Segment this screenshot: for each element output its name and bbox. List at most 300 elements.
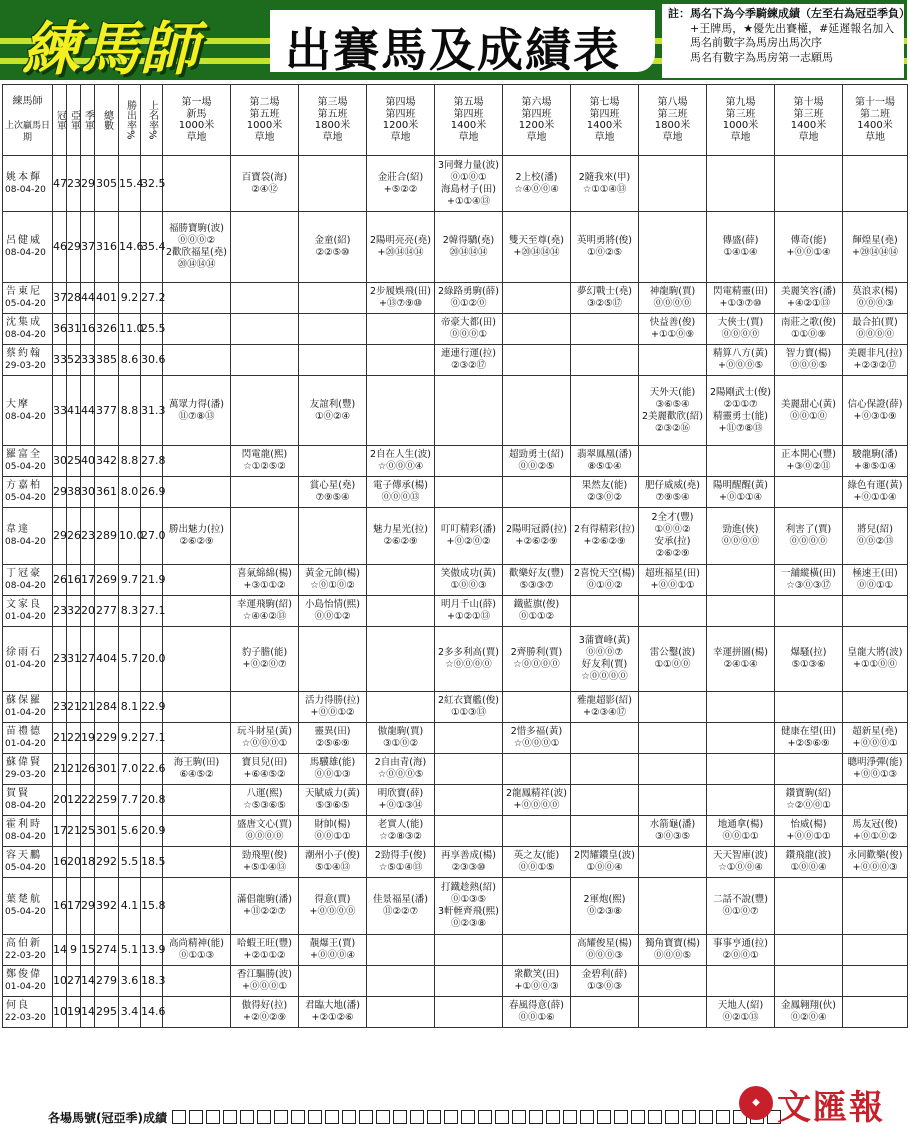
race-entry-cell bbox=[843, 283, 908, 314]
race-entry-cell bbox=[163, 754, 231, 785]
place-pct: 30.6 bbox=[141, 345, 163, 376]
total-count: 259 bbox=[95, 785, 119, 816]
race-header-cls: 第五班 bbox=[317, 108, 348, 120]
last-win-date: 01-04-20 bbox=[5, 612, 46, 622]
horse-record: ⑦⑨⑤④ bbox=[655, 492, 690, 503]
race-entry-cell bbox=[163, 785, 231, 816]
notes-box bbox=[662, 4, 910, 78]
race-entry-cell bbox=[299, 565, 367, 596]
horse-record: +⓪①③⑭ bbox=[378, 800, 423, 811]
trainer-cell bbox=[3, 692, 53, 723]
race-entry-cell bbox=[367, 997, 435, 1028]
race-entry-cell bbox=[503, 212, 571, 283]
horse-name: 幸運拼圖(楊) bbox=[713, 647, 768, 658]
horse-record: ①⓪⓪② bbox=[654, 524, 691, 535]
race-entry-cell bbox=[571, 816, 639, 847]
race-header-dist: 1400米 bbox=[450, 120, 487, 131]
place-pct: 25.5 bbox=[141, 314, 163, 345]
race-entry-cell bbox=[571, 212, 639, 283]
result-box bbox=[580, 1110, 594, 1124]
total-count: 301 bbox=[95, 816, 119, 847]
horse-name: 笑傲成功(黃) bbox=[441, 568, 496, 579]
trainer-cell bbox=[3, 156, 53, 212]
horse-record: ②③⓪② bbox=[586, 492, 623, 503]
horse-name: 金莊合(紹) bbox=[377, 171, 424, 183]
win-count: 21 bbox=[53, 754, 67, 785]
race-entry-cell bbox=[571, 785, 639, 816]
race-header-dist: 1800米 bbox=[654, 120, 691, 131]
horse-record: ①⓪②④ bbox=[314, 410, 351, 422]
horse-record: +⑪②②⑦ bbox=[242, 906, 286, 917]
race-entry-cell bbox=[503, 692, 571, 723]
race-entry-cell bbox=[299, 376, 367, 446]
horse-record: ⓪①⓪① bbox=[450, 171, 487, 183]
third-count: 19 bbox=[81, 723, 95, 754]
race-entry-cell bbox=[435, 477, 503, 508]
third-count: 21 bbox=[81, 692, 95, 723]
horse-record: ②⑥②⑨ bbox=[655, 548, 690, 559]
last-win-date: 08-04-20 bbox=[5, 801, 46, 811]
race-entry-cell bbox=[707, 627, 775, 692]
result-box bbox=[206, 1110, 220, 1124]
horse-record: ②⓪⓪① bbox=[722, 950, 759, 961]
trainer-cell bbox=[3, 477, 53, 508]
race-entry-cell bbox=[639, 816, 707, 847]
race-entry-cell bbox=[571, 283, 639, 314]
trainer-cell bbox=[3, 508, 53, 565]
win-pct: 4.1 bbox=[119, 878, 141, 935]
horse-name: 勁飛聖(俊) bbox=[241, 850, 288, 861]
race-entry-cell bbox=[299, 754, 367, 785]
trainer-name: 徐雨石 bbox=[6, 647, 42, 658]
win-count: 14 bbox=[53, 935, 67, 966]
race-entry-cell bbox=[639, 212, 707, 283]
race-entry-cell bbox=[775, 692, 843, 723]
last-win-date: 05-04-20 bbox=[5, 493, 46, 503]
race-entry-cell bbox=[775, 156, 843, 212]
result-box bbox=[614, 1110, 628, 1124]
race-header-surf: 草地 bbox=[186, 131, 207, 143]
race-entry-cell bbox=[231, 508, 299, 565]
horse-record: +①①⓪⑨ bbox=[650, 329, 694, 340]
horse-record: ☆①②⑤② bbox=[243, 461, 286, 472]
trainer-name: 蔡約翰 bbox=[6, 348, 42, 359]
total-count: 342 bbox=[95, 446, 119, 477]
win-pct: 9.2 bbox=[119, 283, 141, 314]
horse-name: 傲得好(拉) bbox=[241, 1000, 288, 1011]
result-box bbox=[393, 1110, 407, 1124]
third-count: 18 bbox=[81, 847, 95, 878]
horse-name: 馬驥雄(能) bbox=[309, 757, 356, 768]
second-count: 25 bbox=[67, 446, 81, 477]
race-entry-cell bbox=[231, 156, 299, 212]
race-entry-cell bbox=[299, 966, 367, 997]
race-entry-cell bbox=[367, 283, 435, 314]
horse-name: 2韓得驕(堯) bbox=[442, 235, 495, 246]
trainer-row bbox=[3, 692, 908, 723]
third-count: 16 bbox=[81, 314, 95, 345]
race-header bbox=[231, 85, 299, 156]
race-header bbox=[503, 85, 571, 156]
race-entry-cell bbox=[163, 847, 231, 878]
horse-record: +③⓪②⑪ bbox=[786, 461, 831, 472]
horse-name: 事事亨通(拉) bbox=[713, 938, 768, 949]
race-entry-cell bbox=[367, 627, 435, 692]
horse-record: +⑧⑤①④ bbox=[853, 461, 897, 472]
win-pct: 8.6 bbox=[119, 345, 141, 376]
race-entry-cell bbox=[299, 997, 367, 1028]
result-box bbox=[699, 1110, 713, 1124]
result-box bbox=[342, 1110, 356, 1124]
horse-name: 皇龍大將(波) bbox=[847, 647, 903, 658]
race-header bbox=[435, 85, 503, 156]
race-header-cls: 新馬 bbox=[186, 108, 207, 120]
race-entry-cell bbox=[299, 692, 367, 723]
race-entry-cell bbox=[707, 997, 775, 1028]
horse-record: ⓪⓪⓪③ bbox=[585, 950, 624, 961]
horse-name: 天賦威力(黃) bbox=[305, 788, 360, 799]
race-entry-cell bbox=[843, 847, 908, 878]
trainer-row bbox=[3, 723, 908, 754]
race-entry-cell bbox=[435, 156, 503, 212]
horse-record: ②②⑤⑩ bbox=[315, 247, 350, 258]
race-entry-cell bbox=[367, 878, 435, 935]
race-header-cls: 第四班 bbox=[453, 108, 484, 120]
horse-record: ⓪⓪②⑬ bbox=[856, 536, 894, 547]
win-pct: 7.0 bbox=[119, 754, 141, 785]
race-entry-cell bbox=[707, 816, 775, 847]
race-header-surf: 草地 bbox=[390, 131, 411, 143]
trainer-name: 羅富全 bbox=[6, 449, 42, 460]
race-entry-cell bbox=[367, 785, 435, 816]
win-count: 46 bbox=[53, 212, 67, 283]
winpct-col-header: 勝出率% bbox=[119, 85, 141, 156]
horse-record: ①①③⑬ bbox=[450, 707, 487, 718]
race-entry-cell bbox=[231, 878, 299, 935]
trainer-row bbox=[3, 212, 908, 283]
page-title: 出賽馬及成績表 bbox=[285, 23, 621, 77]
second-count: 16 bbox=[67, 565, 81, 596]
race-entry-cell bbox=[775, 878, 843, 935]
horse-record: ☆⓪⓪⓪⓪ bbox=[513, 659, 560, 670]
race-entry-cell bbox=[435, 935, 503, 966]
race-entry-cell bbox=[503, 376, 571, 446]
horse-name: 駿龍駒(潘) bbox=[852, 449, 898, 460]
race-entry-cell bbox=[163, 565, 231, 596]
trainer-name: 韋達 bbox=[6, 524, 30, 535]
win-pct: 5.5 bbox=[119, 847, 141, 878]
race-entry-cell bbox=[367, 816, 435, 847]
race-entry-cell bbox=[775, 816, 843, 847]
race-entry-cell bbox=[639, 596, 707, 627]
horse-name: 天外天(能) bbox=[649, 386, 696, 398]
race-entry-cell bbox=[843, 692, 908, 723]
race-entry-cell bbox=[707, 692, 775, 723]
horse-record: ⓪⓪⓪⓪ bbox=[855, 329, 894, 340]
second-count: 28 bbox=[67, 283, 81, 314]
race-header-dist: 1400米 bbox=[790, 120, 827, 131]
horse-record: +⑬⑦⑨⑩ bbox=[378, 298, 422, 309]
race-entry-cell bbox=[367, 847, 435, 878]
total-col-header: 總數 bbox=[95, 85, 119, 156]
win-count: 33 bbox=[53, 345, 67, 376]
race-entry-cell bbox=[639, 692, 707, 723]
horse-name: 2龍鳳精祥(波) bbox=[506, 788, 567, 799]
win-pct: 8.0 bbox=[119, 477, 141, 508]
horse-name: 2陽剛武士(俊) bbox=[710, 386, 771, 398]
horse-record: ②③②⑯ bbox=[654, 422, 691, 434]
horse-name: 快益善(俊) bbox=[649, 317, 696, 328]
race-entry-cell bbox=[571, 878, 639, 935]
win-count: 17 bbox=[53, 816, 67, 847]
horse-name: 活力得勝(拉) bbox=[305, 695, 360, 706]
entries-table bbox=[2, 84, 908, 1028]
race-entry-cell bbox=[571, 935, 639, 966]
race-entry-cell bbox=[775, 345, 843, 376]
race-entry-cell bbox=[231, 754, 299, 785]
last-win-date: 05-04-20 bbox=[5, 462, 46, 472]
note-line: 馬名有數字為馬房第一志願馬 bbox=[690, 50, 833, 64]
horse-record: ③②⑤⑰ bbox=[586, 298, 623, 309]
race-entry-cell bbox=[163, 314, 231, 345]
trainer-cell bbox=[3, 376, 53, 446]
result-box bbox=[597, 1110, 611, 1124]
horse-record: ⑤③③⑦ bbox=[519, 580, 554, 591]
race-entry-cell bbox=[707, 785, 775, 816]
race-entry-cell bbox=[435, 627, 503, 692]
win-count: 23 bbox=[53, 627, 67, 692]
horse-record: ⓪②③⑧ bbox=[450, 918, 487, 929]
horse-name: 2有得精彩(拉) bbox=[574, 524, 635, 535]
trainer-cell bbox=[3, 847, 53, 878]
horse-record: ②④⑫ bbox=[251, 183, 278, 195]
race-header-cls: 第五班 bbox=[249, 108, 280, 120]
horse-record: +⓪⓪①③ bbox=[853, 769, 897, 780]
race-entry-cell bbox=[163, 156, 231, 212]
race-header-cls: 第三班 bbox=[657, 108, 688, 120]
place-pct: 32.5 bbox=[141, 156, 163, 212]
race-entry-cell bbox=[231, 935, 299, 966]
horse-name: 怡威(楊) bbox=[790, 819, 827, 830]
win-pct: 11.0 bbox=[119, 314, 141, 345]
win-pct: 10.0 bbox=[119, 508, 141, 565]
horse-record: ②⑥②⑨ bbox=[383, 536, 418, 547]
race-entry-cell bbox=[299, 283, 367, 314]
last-win-date: 22-03-20 bbox=[5, 1013, 46, 1023]
total-count: 401 bbox=[95, 283, 119, 314]
total-count: 361 bbox=[95, 477, 119, 508]
race-entry-cell bbox=[639, 508, 707, 565]
last-win-date: 01-04-20 bbox=[5, 708, 46, 718]
horse-name: 2齊勝利(賈) bbox=[510, 647, 563, 658]
total-count: 274 bbox=[95, 935, 119, 966]
trainer-name: 方嘉柏 bbox=[6, 480, 42, 491]
win-pct: 15.4 bbox=[119, 156, 141, 212]
source-logo bbox=[739, 1078, 899, 1128]
total-count: 277 bbox=[95, 596, 119, 627]
horse-name: 勁進(俠) bbox=[722, 524, 759, 535]
horse-record: ⓪①⓪⑦ bbox=[722, 906, 759, 917]
horse-record: ②③②⑰ bbox=[450, 360, 487, 371]
result-box bbox=[682, 1110, 696, 1124]
horse-record: ⓪⓪⓪⑤ bbox=[653, 950, 692, 961]
horse-record: ⑥④⑤② bbox=[179, 769, 214, 780]
horse-name: 天地人(紹) bbox=[717, 1000, 764, 1011]
horse-name: 莫浪求(楊) bbox=[852, 286, 898, 297]
win-pct: 5.1 bbox=[119, 935, 141, 966]
second-count: 41 bbox=[67, 376, 81, 446]
third-count: 25 bbox=[81, 816, 95, 847]
win-pct: 3.4 bbox=[119, 997, 141, 1028]
horse-name: 財帥(楊) bbox=[314, 819, 351, 830]
horse-record: ⓪⓪①⑤ bbox=[518, 862, 555, 873]
trainer-name: 賀賢 bbox=[6, 788, 30, 799]
race-entry-cell bbox=[163, 966, 231, 997]
race-entry-cell bbox=[707, 314, 775, 345]
horse-name: 聰明淨彈(能) bbox=[847, 757, 903, 768]
race-entry-cell bbox=[231, 314, 299, 345]
second-count: 26 bbox=[67, 508, 81, 565]
header-row bbox=[3, 85, 908, 156]
horse-name: 明月千山(薛) bbox=[441, 599, 496, 610]
horse-name: 潮州小子(俊) bbox=[305, 850, 360, 861]
win-pct: 7.7 bbox=[119, 785, 141, 816]
result-box bbox=[427, 1110, 441, 1124]
horse-record: +①①⓪⓪ bbox=[853, 659, 897, 670]
last-win-date: 01-04-20 bbox=[5, 982, 46, 992]
race-entry-cell bbox=[571, 966, 639, 997]
total-count: 385 bbox=[95, 345, 119, 376]
horse-record: ⓪⓪⓪⑦ bbox=[585, 647, 624, 658]
race-entry-cell bbox=[435, 816, 503, 847]
race-entry-cell bbox=[367, 508, 435, 565]
race-entry-cell bbox=[231, 565, 299, 596]
race-entry-cell bbox=[503, 723, 571, 754]
horse-record: ⓪⓪⓪⑤ bbox=[789, 360, 828, 371]
horse-record: ⓪⓪⓪③ bbox=[856, 298, 894, 309]
horse-record: ③⑥⑤④ bbox=[655, 398, 690, 410]
place-pct: 27.0 bbox=[141, 508, 163, 565]
horse-name: 天天智庫(波) bbox=[713, 850, 768, 861]
horse-record: ②①①⑦ bbox=[723, 398, 758, 410]
last-win-date: 01-04-20 bbox=[5, 739, 46, 749]
race-entry-cell bbox=[163, 997, 231, 1028]
horse-record: ②⑥②⑨ bbox=[179, 536, 214, 547]
result-box bbox=[223, 1110, 237, 1124]
second-count: 31 bbox=[67, 314, 81, 345]
race-entry-cell bbox=[299, 345, 367, 376]
trainer-row bbox=[3, 565, 908, 596]
race-entry-cell bbox=[435, 345, 503, 376]
race-entry-cell bbox=[843, 345, 908, 376]
race-entry-cell bbox=[571, 345, 639, 376]
horse-name: 美麗非凡(拉) bbox=[847, 348, 903, 359]
trainer-cell bbox=[3, 935, 53, 966]
third-count: 29 bbox=[81, 156, 95, 212]
result-box bbox=[189, 1110, 203, 1124]
horse-name: 友誼利(豐) bbox=[309, 398, 356, 410]
horse-record: +⓪②⓪② bbox=[446, 536, 491, 547]
trainer-name: 葉楚航 bbox=[6, 894, 42, 905]
horse-record: ②④①④ bbox=[723, 659, 758, 670]
horse-record: ②③③⑩ bbox=[451, 862, 486, 873]
last-win-date: 08-04-20 bbox=[5, 330, 46, 340]
race-header bbox=[639, 85, 707, 156]
race-entry-cell bbox=[503, 565, 571, 596]
result-box bbox=[274, 1110, 288, 1124]
horse-record: +②①②⑥ bbox=[311, 1012, 354, 1023]
trainer-logo: 練馬師 bbox=[22, 15, 200, 83]
horse-record: +⓪⓪①① bbox=[650, 580, 695, 591]
trainer-row bbox=[3, 156, 908, 212]
horse-name: 明欣寶(薛) bbox=[377, 788, 424, 799]
horse-record: +②①①② bbox=[243, 950, 286, 961]
race-entry-cell bbox=[367, 754, 435, 785]
result-box bbox=[648, 1110, 662, 1124]
horse-name: 2全才(豐) bbox=[651, 512, 694, 523]
race-entry-cell bbox=[231, 596, 299, 627]
race-entry-cell bbox=[163, 376, 231, 446]
last-win-date: 08-04-20 bbox=[5, 832, 46, 842]
place-pct: 22.6 bbox=[141, 754, 163, 785]
horse-record: ①①⓪⓪ bbox=[654, 659, 691, 670]
race-entry-cell bbox=[367, 565, 435, 596]
horse-record: +⓪⓪⓪⓪ bbox=[309, 906, 356, 917]
trainer-row bbox=[3, 345, 908, 376]
second-count: 23 bbox=[67, 156, 81, 212]
horse-name: 2軍炮(熙) bbox=[583, 894, 626, 905]
trainer-row bbox=[3, 847, 908, 878]
horse-name: 勝出魅力(拉) bbox=[169, 524, 224, 535]
horse-name: 2紅衣寶艦(俊) bbox=[438, 695, 499, 706]
horse-name: 美麗甜心(黃) bbox=[781, 398, 836, 410]
horse-record: ⓪⓪⓪② bbox=[177, 235, 216, 246]
race-entry-cell bbox=[775, 627, 843, 692]
race-entry-cell bbox=[231, 345, 299, 376]
horse-name: 高耀俊星(楊) bbox=[577, 938, 632, 949]
horse-name: 3同聲力量(波) bbox=[438, 159, 499, 171]
race-entry-cell bbox=[367, 596, 435, 627]
horse-name: 安承(拉) bbox=[654, 536, 691, 547]
place-pct: 26.9 bbox=[141, 477, 163, 508]
source-logo-text: 文匯報 bbox=[777, 1088, 885, 1128]
win-col-header: 冠軍 bbox=[53, 85, 67, 156]
race-entry-cell bbox=[231, 723, 299, 754]
horse-name: 幸運飛駒(紹) bbox=[237, 599, 292, 610]
race-header-dist: 1000米 bbox=[178, 120, 215, 131]
race-entry-cell bbox=[503, 156, 571, 212]
race-entry-cell bbox=[707, 283, 775, 314]
race-entry-cell bbox=[843, 508, 908, 565]
total-count: 392 bbox=[95, 878, 119, 935]
horse-name: 翡翠鳳凰(潘) bbox=[577, 449, 632, 460]
horse-record: ☆⓪⓪⓪⓪ bbox=[581, 671, 628, 682]
race-entry-cell bbox=[843, 966, 908, 997]
race-entry-cell bbox=[639, 156, 707, 212]
race-entry-cell bbox=[707, 935, 775, 966]
horse-record: +②③④⑰ bbox=[582, 707, 626, 718]
race-header-surf: 草地 bbox=[798, 131, 819, 143]
last-win-date: 08-04-20 bbox=[5, 537, 46, 547]
race-header-surf: 草地 bbox=[662, 131, 683, 143]
last-win-date: 08-04-20 bbox=[5, 184, 46, 195]
horse-record: +⑪⑦⑧⑬ bbox=[718, 422, 763, 434]
result-boxes bbox=[172, 1110, 784, 1124]
race-entry-cell bbox=[571, 565, 639, 596]
race-header-surf: 草地 bbox=[526, 131, 547, 143]
race-entry-cell bbox=[299, 508, 367, 565]
horse-name: 地通拿(楊) bbox=[717, 819, 764, 830]
